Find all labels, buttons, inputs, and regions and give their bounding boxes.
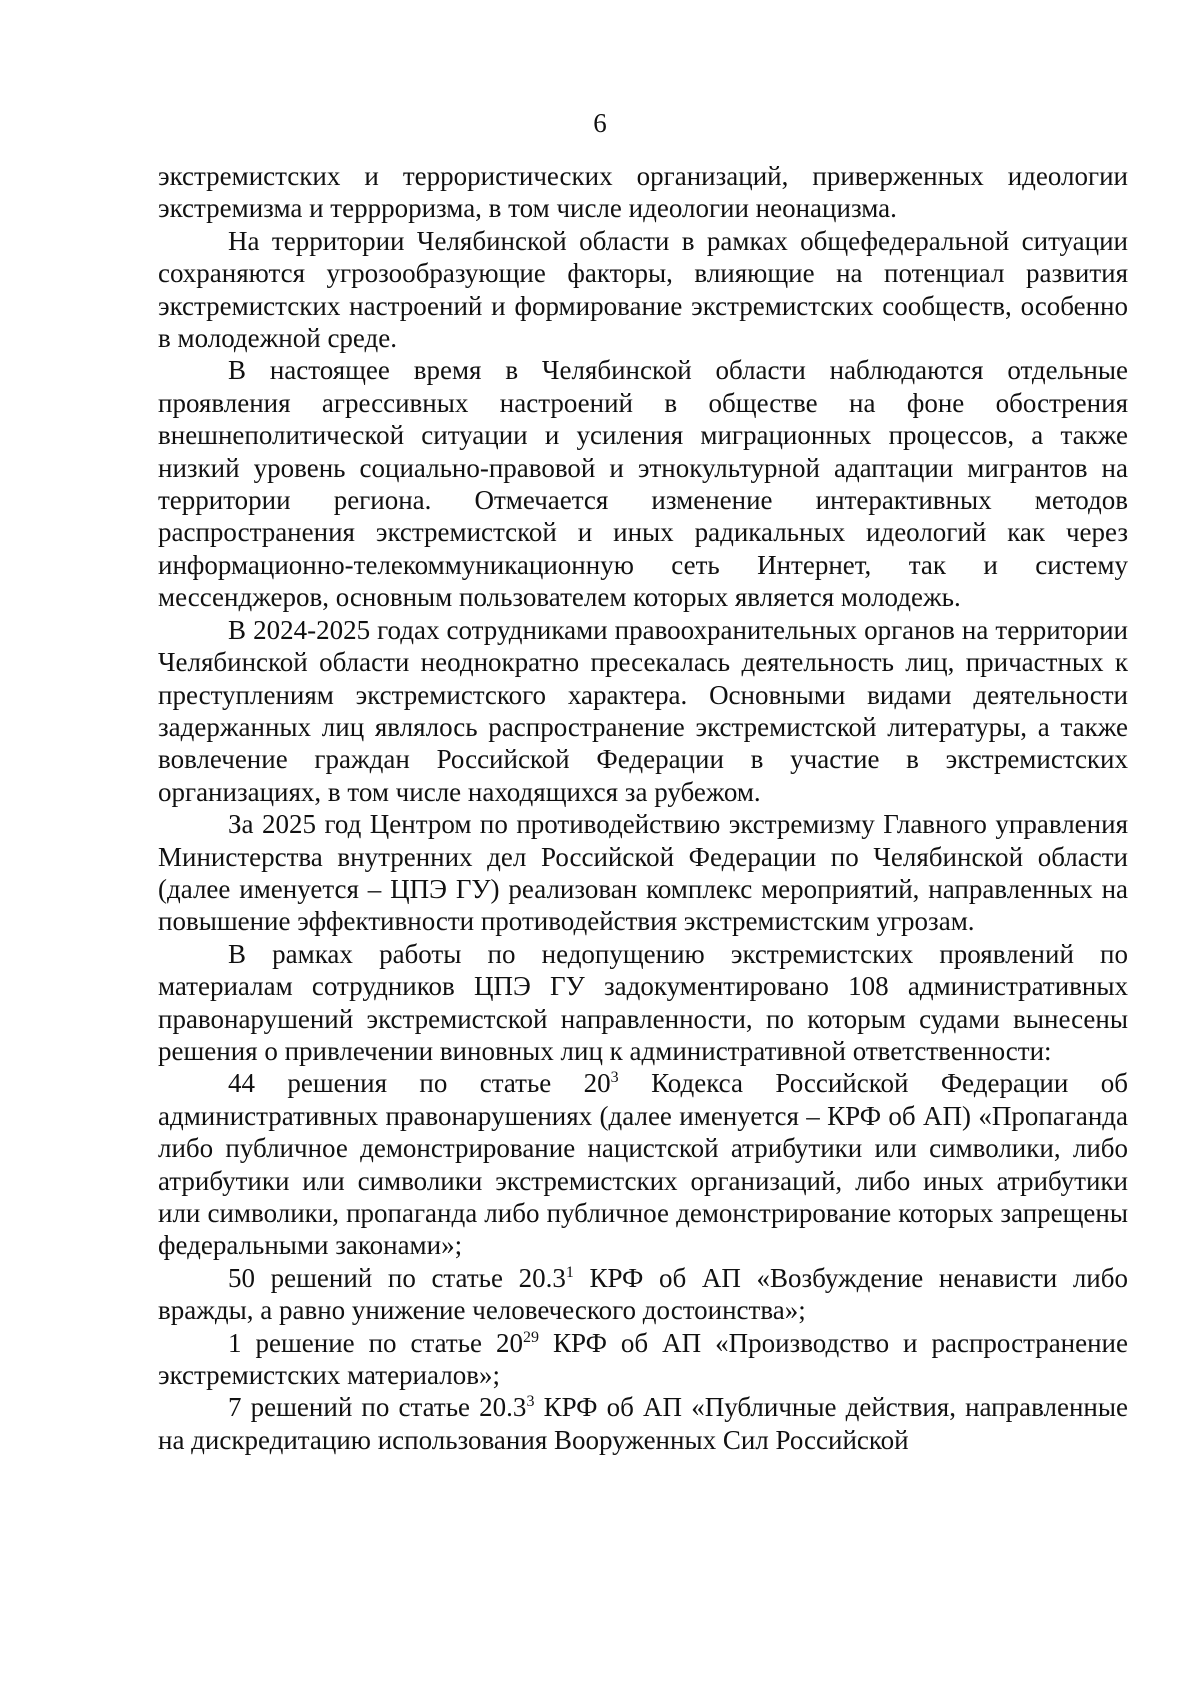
decision-lead: 50 решений по статье 20.3 xyxy=(228,1262,566,1293)
decision-lead: 7 решений по статье 20.3 xyxy=(228,1392,527,1423)
paragraph: В 2024-2025 годах сотрудниками правоохранительных органов на территории Челябинской области неоднократно пресекалась деятельность лиц, причастных к преступлениям экстремистского характера. Основными видами деятельности задержанных лиц являлось распространение экстремистской литературы, а также вовлечение граждан Российской Федерации в участие в экстремистских организациях, в том числе находящихся за рубежом. xyxy=(158,614,1128,807)
article-superscript: 1 xyxy=(565,1263,574,1281)
article-superscript: 3 xyxy=(526,1393,535,1411)
decision-lead: 44 решения по статье 20 xyxy=(228,1068,611,1099)
decision-text: КРФ об АП «Производство и распространение экстремистских материалов»; xyxy=(158,1327,1128,1391)
page-number: 6 xyxy=(593,108,607,138)
decision-text: КРФ об АП «Публичные действия, направленные на дискредитацию использования Вооруженных Сил Российской xyxy=(158,1392,1128,1455)
paragraph: На территории Челябинской области в рамках общефедеральной ситуации сохраняются угрозообразующие факторы, влияющие на потенциал развития экстремистских настроений и формирование экстремистских сообществ, особенно в молодежной среде. xyxy=(158,225,1128,354)
decision-item xyxy=(158,1262,1128,1327)
article-superscript: 29 xyxy=(523,1328,540,1346)
paragraph: За 2025 год Центром по противодействию экстремизму Главного управления Министерства внутренних дел Российской Федерации по Челябинской области (далее именуется – ЦПЭ ГУ) реализован комплекс мероприятий, направленных на повышение эффективности противодействия экстремистским угрозам. xyxy=(158,809,1128,937)
decision-text: КРФ об АП «Возбуждение ненависти либо вражды, а равно унижение человеческого достоинства»; xyxy=(158,1262,1128,1326)
decision-item xyxy=(158,1067,1128,1261)
decision-item xyxy=(158,1391,1128,1456)
article-superscript: 3 xyxy=(610,1069,619,1087)
decision-lead: 1 решение по статье 20 xyxy=(228,1327,524,1358)
document-body xyxy=(158,160,1128,1456)
paragraph: В рамках работы по недопущению экстремистских проявлений по материалам сотрудников ЦПЭ ГУ задокументировано 108 административных правонарушений экстремистской направленности, по которым судами вынесены решения о привлечении виновных лиц к административной ответственности: xyxy=(158,938,1128,1066)
paragraph: В настоящее время в Челябинской области наблюдаются отдельные проявления агрессивных настроений в обществе на фоне обострения внешнеполитической ситуации и усиления миграционных процессов, а также низкий уровень социально-правовой и этнокультурной адаптации мигрантов на территории региона. Отмечается изменение интерактивных методов распространения экстремистской и иных радикальных идеологий как через информационно-телекоммуникационную сеть Интернет, так и систему мессенджеров, основным пользователем которых является молодежь. xyxy=(158,355,1128,613)
paragraph-continuation: экстремистских и террористических организаций, приверженных идеологии экстремизма и террроризма, в том числе идеологии неонацизма. xyxy=(158,161,1128,224)
decision-text: Кодекса Российской Федерации об административных правонарушениях (далее именуется – КРФ об АП) «Пропаганда либо публичное демонстрирование нацистской атрибутики или символики, либо атрибутики или символики экстремистских организаций, либо иных атрибутики или символики, пропаганда либо публичное демонстрирование которых запрещены федеральными законами»; xyxy=(158,1068,1128,1261)
decision-item xyxy=(158,1327,1128,1392)
